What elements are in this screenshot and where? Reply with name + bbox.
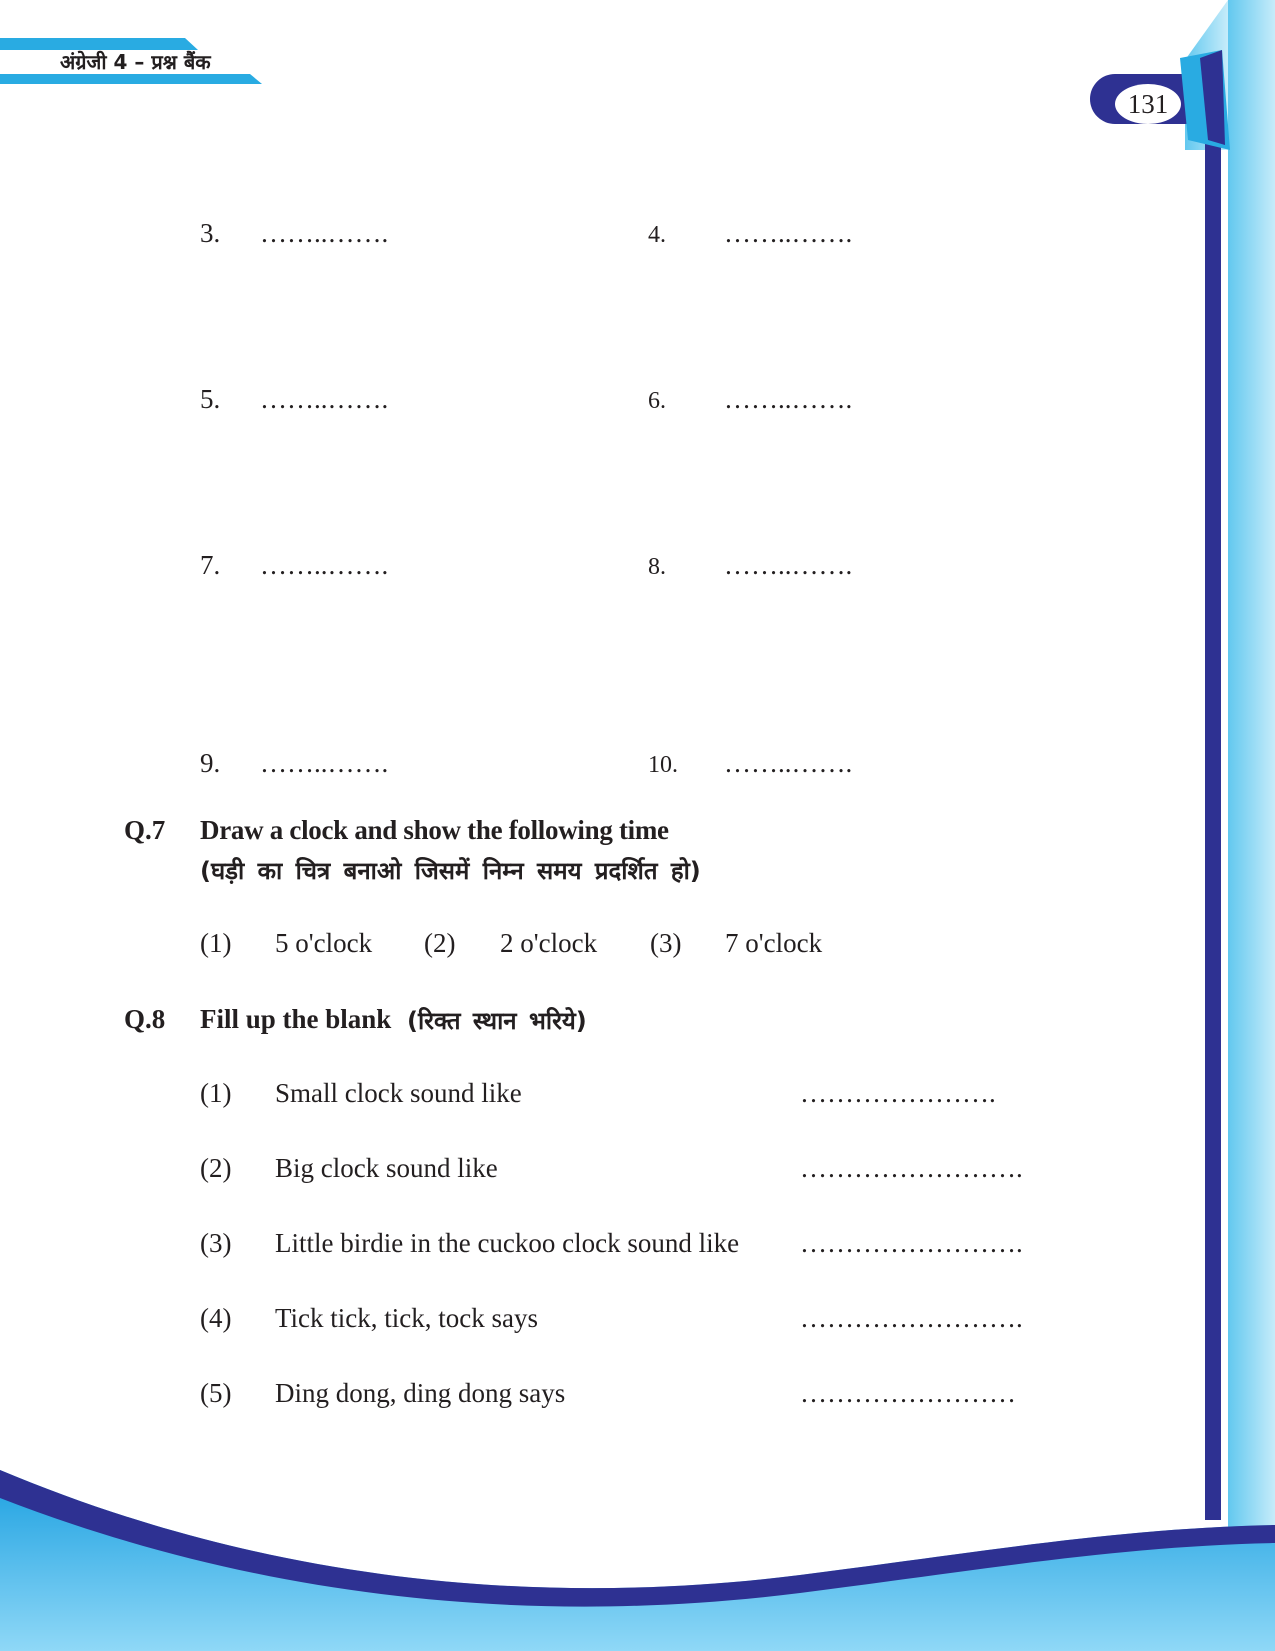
- item-number: (2): [200, 1153, 232, 1183]
- answer-number: 10.: [648, 752, 678, 778]
- answer-number: 3.: [200, 218, 221, 248]
- answer-number: 9.: [200, 748, 221, 778]
- question-text-hindi: (रिक्त स्थान भरिये): [407, 1007, 587, 1035]
- page-number: 131: [1127, 89, 1169, 119]
- item-number: (1): [200, 1078, 232, 1108]
- option-number: (1): [200, 928, 232, 958]
- answer-number: 5.: [200, 384, 221, 414]
- answer-blank: ……..…….: [260, 550, 389, 580]
- option-text: 2 o'clock: [500, 928, 598, 958]
- option-text: 5 o'clock: [275, 928, 373, 958]
- item-number: (3): [200, 1228, 232, 1258]
- bottom-wave: [0, 1470, 1275, 1651]
- question-text-hindi: (घड़ी का चित्र बनाओ जिसमें निम्न समय प्रदर्शित हो): [200, 857, 701, 885]
- item-text: Ding dong, ding dong says: [275, 1378, 566, 1408]
- right-side-panel: [1185, 0, 1275, 1651]
- answer-blank: ……..…….: [260, 748, 389, 778]
- answer-blank: ……..…….: [724, 748, 853, 778]
- question-label: Q.7: [124, 815, 166, 845]
- answer-blank: ……..…….: [260, 218, 389, 248]
- item-number: (4): [200, 1303, 232, 1333]
- item-blank: ………………….: [800, 1078, 996, 1108]
- item-blank: …………………….: [800, 1153, 1023, 1183]
- item-blank: ……………………: [800, 1378, 1016, 1408]
- question-text: Draw a clock and show the following time: [200, 815, 669, 845]
- item-text: Little birdie in the cuckoo clock sound like: [275, 1228, 740, 1258]
- question-text: Fill up the blank: [200, 1004, 392, 1034]
- answer-number: 8.: [648, 554, 666, 580]
- option-number: (2): [424, 928, 456, 958]
- answer-blank: ……..…….: [724, 384, 853, 414]
- answer-number: 4.: [648, 222, 666, 248]
- answer-number: 7.: [200, 550, 221, 580]
- item-blank: …………………….: [800, 1303, 1023, 1333]
- book-title: अंग्रेजी 4 – प्रश्न बैंक: [60, 50, 211, 74]
- option-text: 7 o'clock: [725, 928, 823, 958]
- answer-blank: ……..…….: [724, 550, 853, 580]
- answer-blank: ……..…….: [724, 218, 853, 248]
- item-number: (5): [200, 1378, 232, 1408]
- item-text: Small clock sound like: [275, 1078, 522, 1108]
- question-label: Q.8: [124, 1004, 166, 1034]
- answer-blank: ……..…….: [260, 384, 389, 414]
- item-text: Tick tick, tick, tock says: [275, 1303, 538, 1333]
- item-text: Big clock sound like: [275, 1153, 498, 1183]
- answer-number: 6.: [648, 388, 666, 414]
- option-number: (3): [650, 928, 682, 958]
- item-blank: …………………….: [800, 1228, 1023, 1258]
